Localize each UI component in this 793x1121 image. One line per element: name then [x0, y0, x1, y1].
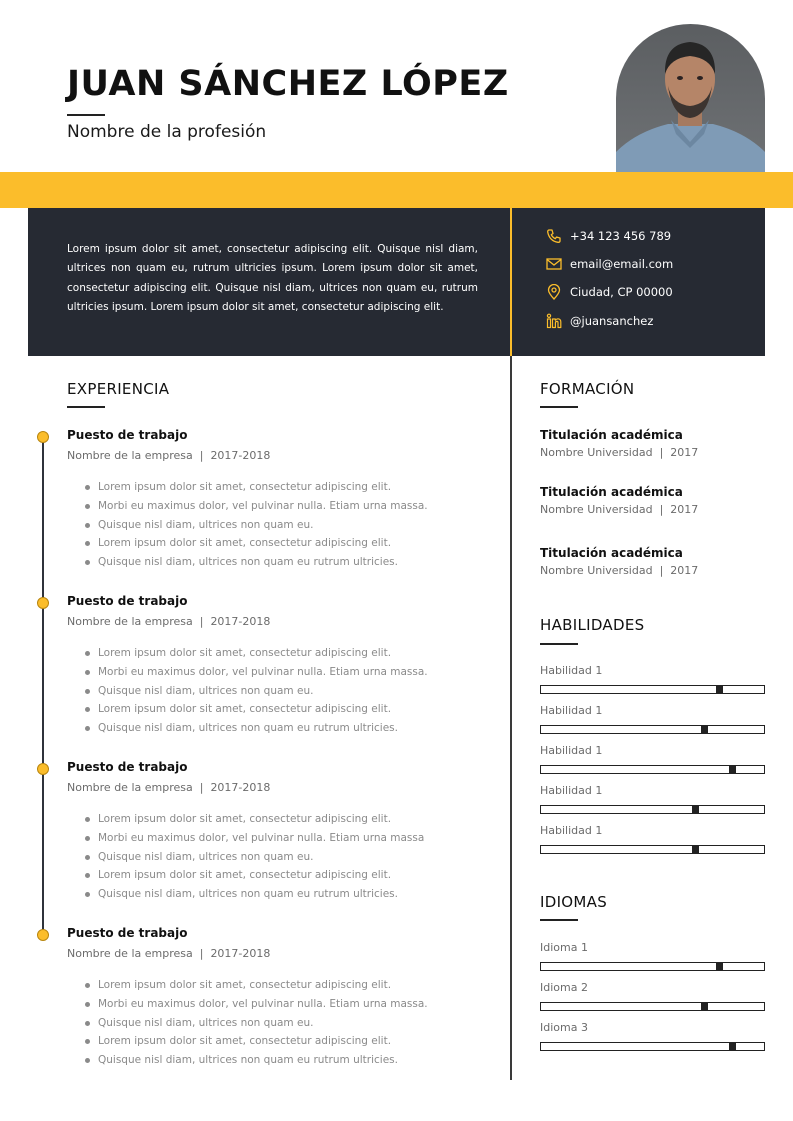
- school-name: Nombre Universidad: [540, 564, 653, 577]
- school-name: Nombre Universidad: [540, 446, 653, 459]
- education-heading: FORMACIÓN: [540, 380, 635, 398]
- skill-level-marker: [729, 766, 736, 773]
- list-item: Quisque nisl diam, ultrices non quam eu rutrum ultricies.: [67, 1051, 428, 1070]
- languages-heading: IDIOMAS: [540, 893, 608, 911]
- linkedin-icon: [546, 313, 562, 329]
- list-item: Quisque nisl diam, ultrices non quam eu.: [67, 682, 428, 701]
- degree-year: 2017: [670, 503, 699, 516]
- degree-title: Titulación académica: [540, 546, 683, 560]
- list-item: Morbi eu maximus dolor, vel pulvinar nulla. Etiam urna massa: [67, 829, 424, 848]
- portrait-illustration: [616, 24, 765, 172]
- list-item: Morbi eu maximus dolor, vel pulvinar nulla. Etiam urna massa.: [67, 497, 428, 516]
- company-name: Nombre de la empresa: [67, 615, 193, 628]
- contact-phone[interactable]: [546, 227, 671, 245]
- company-name: Nombre de la empresa: [67, 947, 193, 960]
- language-label: Idioma 1: [540, 941, 588, 954]
- job-bullets: [67, 644, 428, 738]
- contact-linkedin-text: @juansanchez: [570, 314, 654, 328]
- full-name: JUAN SÁNCHEZ LÓPEZ: [67, 64, 509, 104]
- skill-level-marker: [716, 686, 723, 693]
- list-item: Quisque nisl diam, ultrices non quam eu.: [67, 516, 428, 535]
- language-level-marker: [716, 963, 723, 970]
- job-years: 2017-2018: [210, 449, 271, 462]
- contact-email-text: email@email.com: [570, 257, 674, 271]
- skill-label: Habilidad 1: [540, 744, 603, 757]
- list-item: Morbi eu maximus dolor, vel pulvinar nulla. Etiam urna massa.: [67, 995, 428, 1014]
- job-years: 2017-2018: [210, 947, 271, 960]
- skill-bar: [540, 685, 765, 694]
- job-company: Nombre de la empresa | 2017-2018: [67, 781, 271, 794]
- experience-timeline: [42, 436, 44, 935]
- language-label: Idioma 2: [540, 981, 588, 994]
- phone-icon: [546, 228, 562, 244]
- list-item: Lorem ipsum dolor sit amet, consectetur adipiscing elit.: [67, 976, 428, 995]
- list-item: Quisque nisl diam, ultrices non quam eu.: [67, 848, 424, 867]
- skill-level-marker: [692, 806, 699, 813]
- education-underline: [540, 406, 578, 408]
- job-title: Puesto de trabajo: [67, 926, 188, 940]
- timeline-dot: [37, 763, 49, 775]
- list-item: Lorem ipsum dolor sit amet, consectetur adipiscing elit.: [67, 478, 428, 497]
- job-title: Puesto de trabajo: [67, 760, 188, 774]
- name-underline: [67, 114, 105, 116]
- skill-level-marker: [692, 846, 699, 853]
- language-bar: [540, 1002, 765, 1011]
- list-item: Lorem ipsum dolor sit amet, consectetur adipiscing elit.: [67, 810, 424, 829]
- location-icon: [546, 284, 562, 300]
- job-company: Nombre de la empresa | 2017-2018: [67, 449, 271, 462]
- job-company: Nombre de la empresa | 2017-2018: [67, 947, 271, 960]
- skill-label: Habilidad 1: [540, 704, 603, 717]
- degree-year: 2017: [670, 564, 699, 577]
- skills-underline: [540, 643, 578, 645]
- skills-heading: HABILIDADES: [540, 616, 645, 634]
- list-item: Morbi eu maximus dolor, vel pulvinar nulla. Etiam urna massa.: [67, 663, 428, 682]
- job-years: 2017-2018: [210, 615, 271, 628]
- list-item: Quisque nisl diam, ultrices non quam eu rutrum ultricies.: [67, 719, 428, 738]
- degree-school: Nombre Universidad | 2017: [540, 564, 699, 577]
- profile-photo: [616, 24, 765, 172]
- skill-label: Habilidad 1: [540, 824, 603, 837]
- company-name: Nombre de la empresa: [67, 781, 193, 794]
- experience-heading: EXPERIENCIA: [67, 380, 170, 398]
- language-bar: [540, 1042, 765, 1051]
- skill-bar: [540, 805, 765, 814]
- language-level-marker: [701, 1003, 708, 1010]
- job-years: 2017-2018: [210, 781, 271, 794]
- skill-label: Habilidad 1: [540, 664, 603, 677]
- timeline-dot: [37, 597, 49, 609]
- skill-label: Habilidad 1: [540, 784, 603, 797]
- contact-linkedin[interactable]: [546, 312, 653, 330]
- list-item: Quisque nisl diam, ultrices non quam eu.: [67, 1014, 428, 1033]
- list-item: Lorem ipsum dolor sit amet, consectetur adipiscing elit.: [67, 644, 428, 663]
- contact-location-text: Ciudad, CP 00000: [570, 285, 673, 299]
- profile-summary: Lorem ipsum dolor sit amet, consectetur adipiscing elit. Quisque nisl diam, ultrices non quam eu, rutrum ultricies ipsum. Lorem ipsum dolor sit amet, consectetur adipiscing elit. Quisque nisl diam, ultrices non quam eu, rutrum ultricies ipsum. Lorem ipsum dolor sit amet, consectetur adipiscing elit.: [67, 243, 478, 313]
- degree-year: 2017: [670, 446, 699, 459]
- job-company: Nombre de la empresa | 2017-2018: [67, 615, 271, 628]
- job-title: Puesto de trabajo: [67, 428, 188, 442]
- timeline-dot: [37, 431, 49, 443]
- experience-underline: [67, 406, 105, 408]
- list-item: Quisque nisl diam, ultrices non quam eu rutrum ultricies.: [67, 885, 424, 904]
- accent-band: [0, 172, 793, 208]
- languages-underline: [540, 919, 578, 921]
- profession-title: Nombre de la profesión: [67, 122, 267, 142]
- timeline-dot: [37, 929, 49, 941]
- contact-location: [546, 283, 673, 301]
- email-icon: [546, 256, 562, 272]
- job-bullets: [67, 976, 428, 1070]
- skill-bar: [540, 845, 765, 854]
- degree-title: Titulación académica: [540, 428, 683, 442]
- job-bullets: [67, 478, 428, 572]
- school-name: Nombre Universidad: [540, 503, 653, 516]
- skill-bar: [540, 765, 765, 774]
- contact-phone-text: +34 123 456 789: [570, 229, 672, 243]
- job-title: Puesto de trabajo: [67, 594, 188, 608]
- language-level-marker: [729, 1043, 736, 1050]
- language-bar: [540, 962, 765, 971]
- company-name: Nombre de la empresa: [67, 449, 193, 462]
- list-item: Lorem ipsum dolor sit amet, consectetur adipiscing elit.: [67, 1032, 428, 1051]
- degree-school: Nombre Universidad | 2017: [540, 446, 699, 459]
- degree-school: Nombre Universidad | 2017: [540, 503, 699, 516]
- list-item: Lorem ipsum dolor sit amet, consectetur adipiscing elit.: [67, 866, 424, 885]
- summary-divider: [510, 208, 512, 356]
- list-item: Quisque nisl diam, ultrices non quam eu rutrum ultricies.: [67, 553, 428, 572]
- contact-email[interactable]: [546, 255, 673, 273]
- degree-title: Titulación académica: [540, 485, 683, 499]
- list-item: Lorem ipsum dolor sit amet, consectetur adipiscing elit.: [67, 534, 428, 553]
- skill-bar: [540, 725, 765, 734]
- column-divider: [510, 356, 512, 1080]
- skill-level-marker: [701, 726, 708, 733]
- job-bullets: [67, 810, 424, 904]
- language-label: Idioma 3: [540, 1021, 588, 1034]
- list-item: Lorem ipsum dolor sit amet, consectetur adipiscing elit.: [67, 700, 428, 719]
